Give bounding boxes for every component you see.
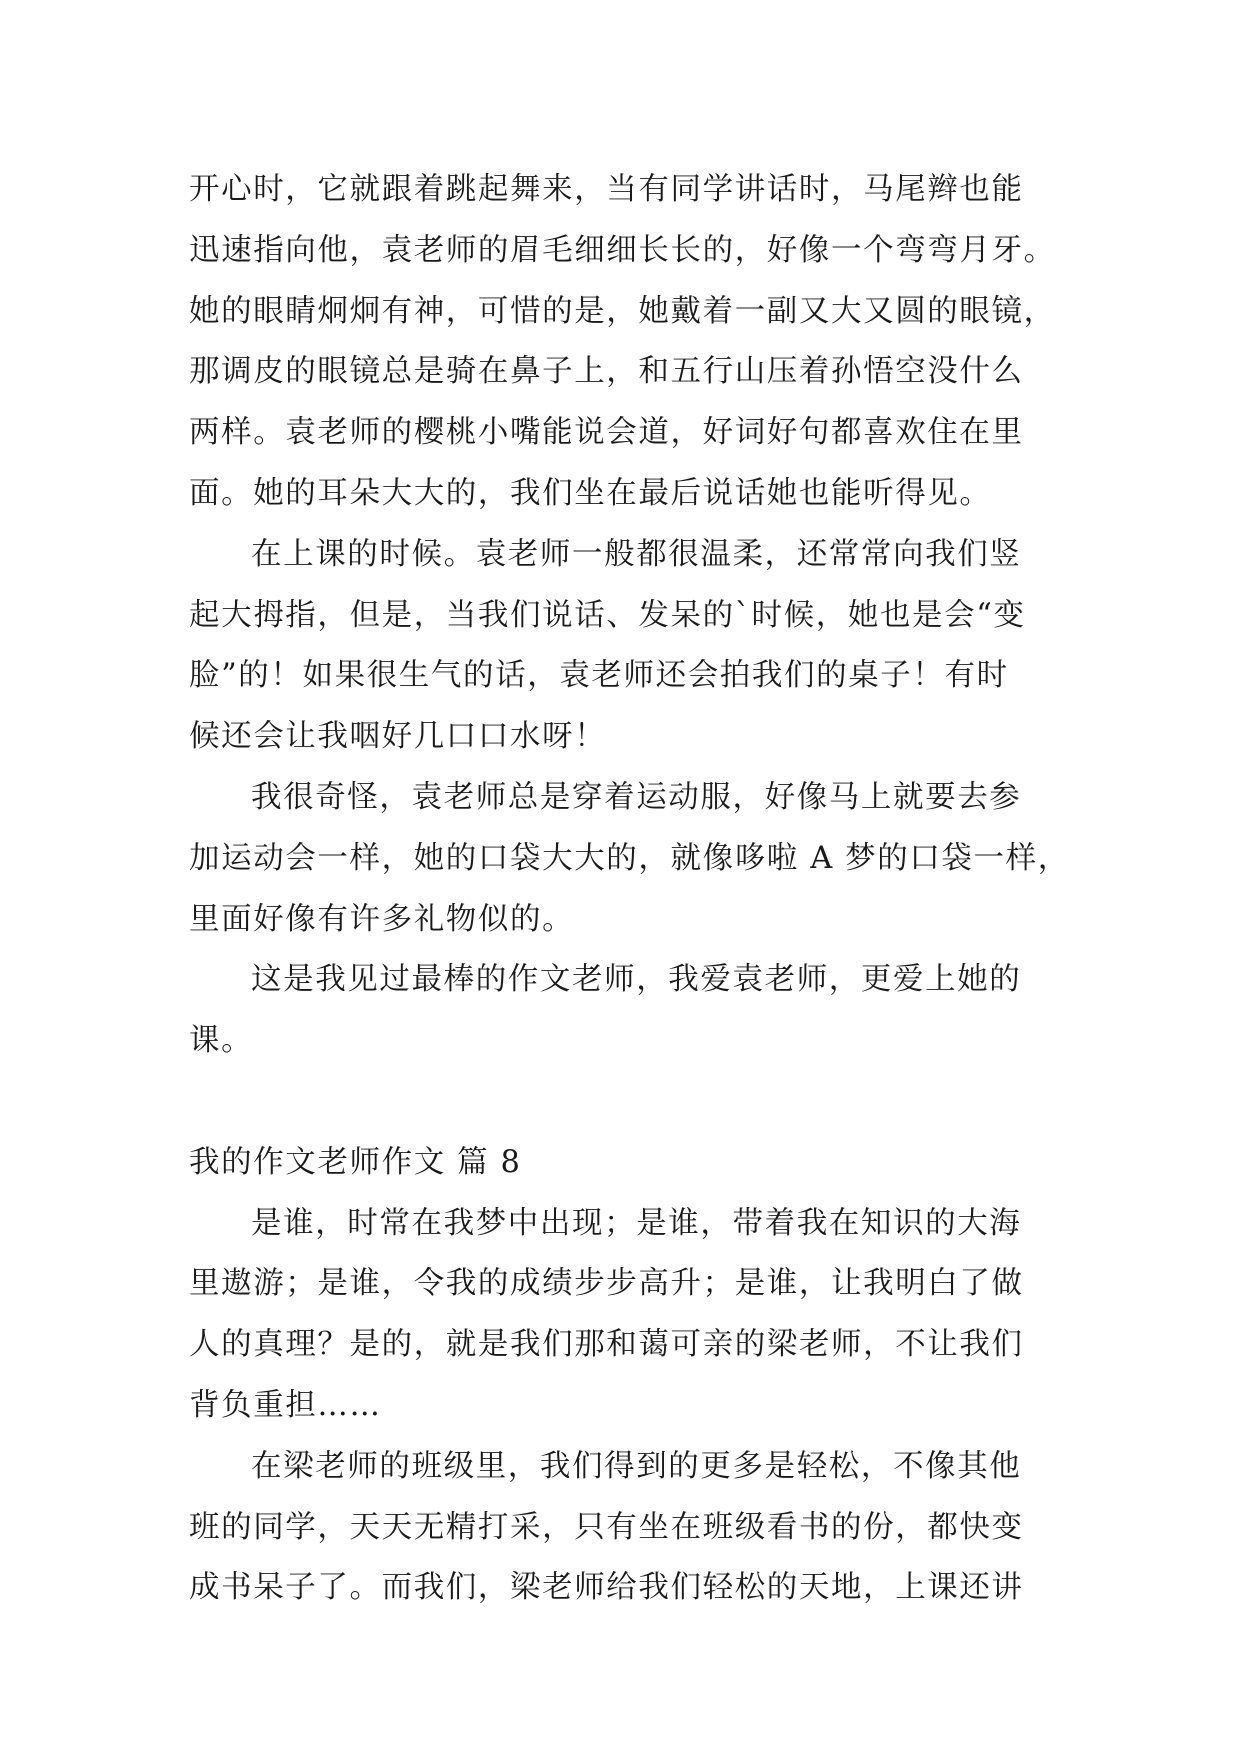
section-spacer [189, 1072, 1059, 1133]
section-heading: 我的作文老师作文 篇 8 [189, 1144, 522, 1180]
paragraph-first-line: 这是我见过最棒的作文老师，我爱袁老师，更爱上她的 [251, 962, 1022, 998]
text-line: 两样。袁老师的樱桃小嘴能说会道，好词好句都喜欢住在里 [189, 415, 1024, 451]
text-line: 她的眼睛炯炯有神，可惜的是，她戴着一副又大又圆的眼镜， [189, 293, 1056, 329]
text-line: 班的同学，天天无精打采，只有坐在班级看书的份，都快变 [189, 1509, 1024, 1545]
paragraph-first-line: 在上课的时候。袁老师一般都很温柔，还常常向我们竖 [251, 536, 1022, 572]
paragraph-first-line: 在梁老师的班级里，我们得到的更多是轻松，不像其他 [251, 1448, 1022, 1484]
paragraph-first-line: 我很奇怪，袁老师总是穿着运动服，好像马上就要去参 [251, 779, 1022, 815]
text-line: 人的真理？是的，就是我们那和蔼可亲的梁老师，不让我们 [189, 1327, 1024, 1363]
document-body [189, 160, 1070, 1619]
text-line: 课。 [189, 1023, 254, 1059]
text-line: 背负重担…… [189, 1387, 382, 1423]
text-line: 成书呆子了。而我们，梁老师给我们轻松的天地，上课还讲 [189, 1570, 1024, 1606]
text-line: 里面好像有许多礼物似的。 [189, 901, 575, 937]
text-line: 开心时，它就跟着跳起舞来，当有同学讲话时，马尾辫也能 [189, 172, 1024, 207]
text-line: 那调皮的眼镜总是骑在鼻子上，和五行山压着孙悟空没什么 [189, 354, 1024, 390]
text-line: 面。她的耳朵大大的，我们坐在最后说话她也能听得见。 [189, 475, 992, 511]
text-line: 脸”的！如果很生气的话，袁老师还会拍我们的桌子！有时 [189, 658, 1009, 694]
text-line: 里遨游；是谁，令我的成绩步步高升；是谁，让我明白了做 [189, 1266, 1024, 1302]
text-line: 候还会让我咽好几口口水呀！ [189, 719, 607, 755]
text-line: 迅速指向他，袁老师的眉毛细细长长的，好像一个弯弯月牙。 [189, 232, 1056, 268]
text-line: 起大拇指，但是，当我们说话、发呆的`时候，她也是会“变 [189, 597, 1026, 633]
text-line: 加运动会一样，她的口袋大大的，就像哆啦 A 梦的口袋一样， [189, 840, 1070, 876]
paragraph-first-line: 是谁，时常在我梦中出现；是谁，带着我在知识的大海 [251, 1205, 1022, 1241]
